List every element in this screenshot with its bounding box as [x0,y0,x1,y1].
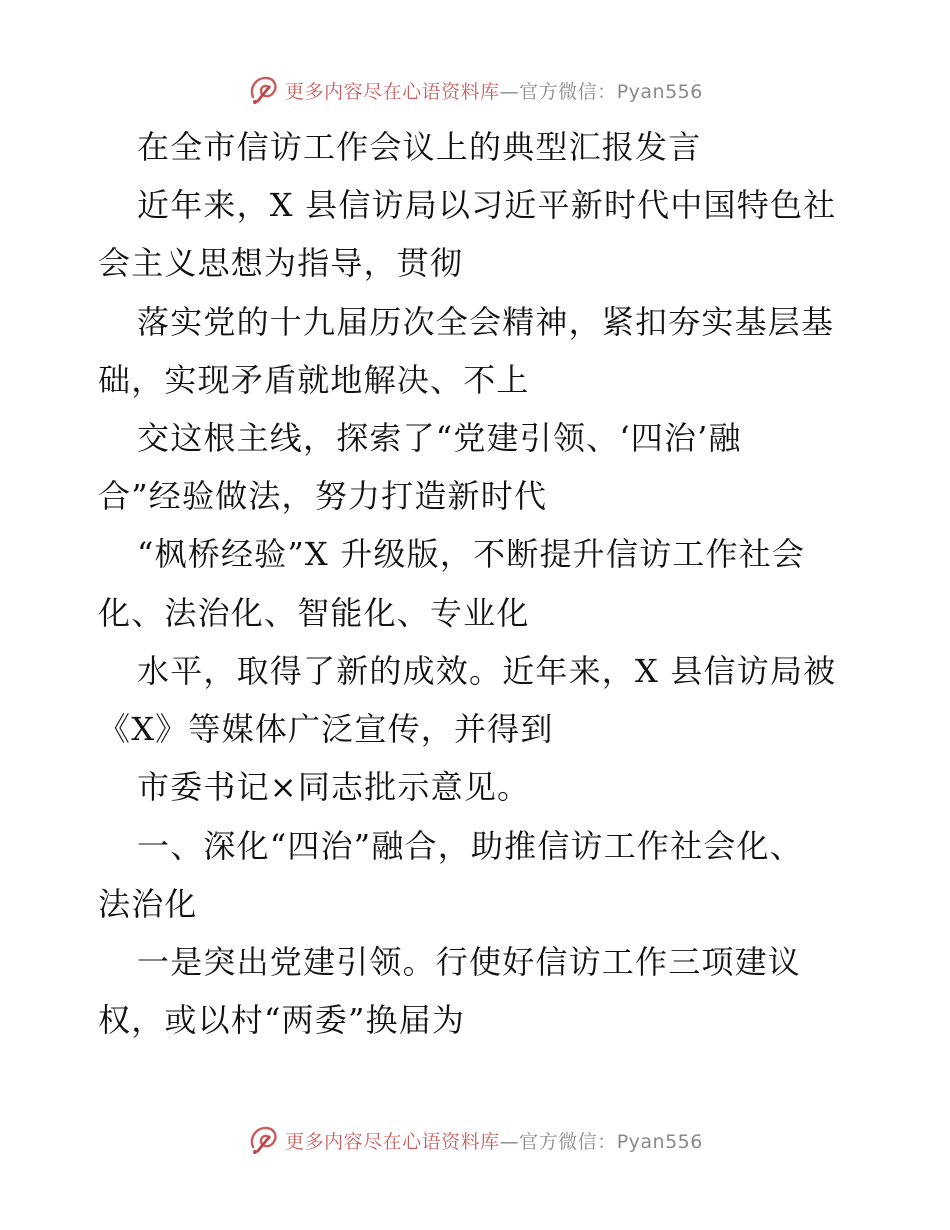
text-line: 会主义思想为指导，贯彻 [98,244,464,282]
text-line: 落实党的十九届历次全会精神，紧扣夯实基层基 [137,303,835,341]
text-line: 权，或以村“两委”换届为 [98,1001,466,1039]
banner-main-text: 更多内容尽在心语资料库 [285,1130,500,1153]
banner-wechat-label: 官方微信： [519,1130,617,1153]
text-line: 础，实现矛盾就地解决、不上 [98,361,530,399]
document-title: 在全市信访工作会议上的典型汇报发言 [137,128,702,166]
quill-swirl-logo-icon [247,1123,281,1157]
quill-swirl-logo-icon [247,73,281,107]
text-line: 化、法治化、智能化、专业化 [98,594,530,632]
banner-separator: — [499,1130,520,1153]
text-line: 近年来，X 县信访局以习近平新时代中国特色社 [137,186,837,224]
text-line: “枫桥经验”X 升级版，不断提升信访工作社会 [137,535,806,573]
text-line: 一是突出党建引领。行使好信访工作三项建议 [137,943,802,981]
text-line: 《X》等媒体广泛宣传，并得到 [98,710,554,748]
banner-wechat-label: 官方微信： [519,80,617,103]
banner-separator: — [499,80,520,103]
text-line: 法治化 [98,885,198,923]
banner-wechat-id: Pyan556 [616,80,703,103]
text-line: 水平，取得了新的成效。近年来，X 县信访局被 [137,652,837,690]
text-line: 市委书记×同志批示意见。 [137,768,531,806]
banner-main-text: 更多内容尽在心语资料库 [285,80,500,103]
banner-wechat-id: Pyan556 [616,1130,703,1153]
text-line: 合”经验做法，努力打造新时代 [98,477,548,515]
text-line: 交这根主线，探索了“党建引领、‘四治’融 [137,419,742,457]
footer-banner [0,1120,950,1160]
header-banner [0,70,950,110]
text-line: 一、深化“四治”融合，助推信访工作社会化、 [137,827,803,865]
